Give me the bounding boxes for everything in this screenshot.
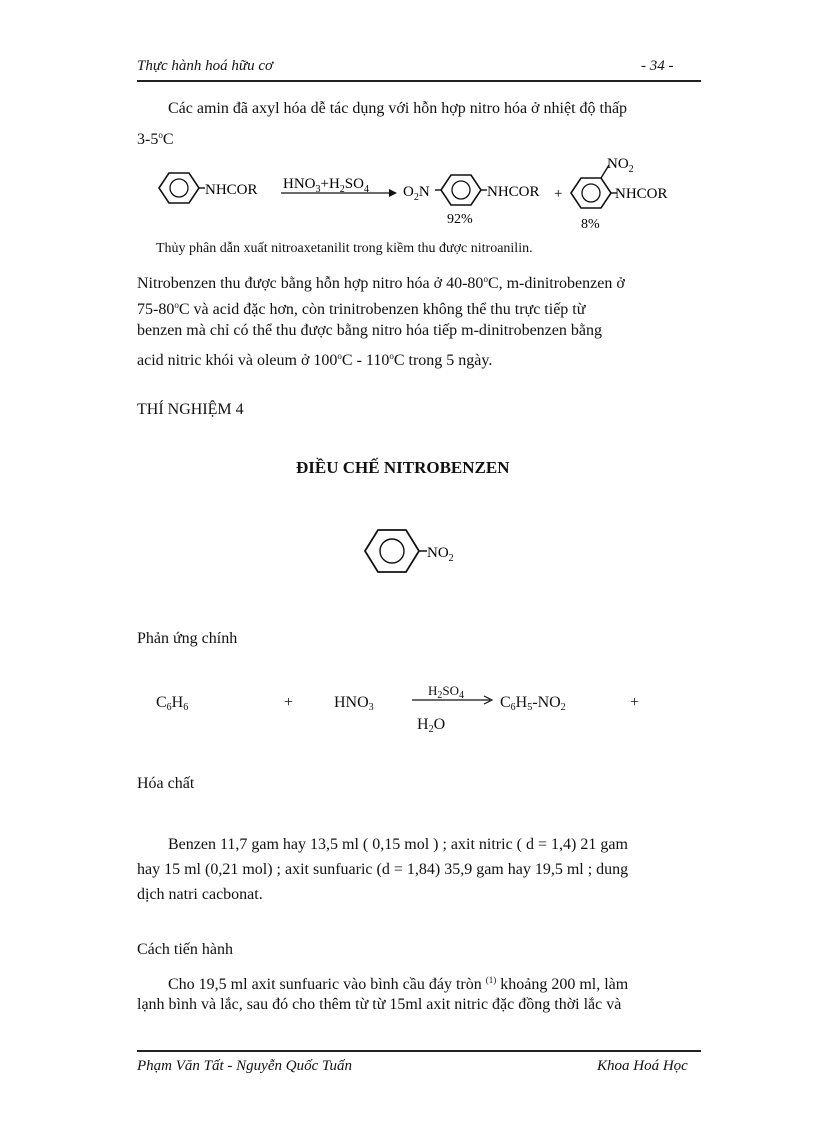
plus-sign-2: + (630, 694, 640, 711)
main-reaction-arrow (412, 695, 496, 705)
reagents: $HNO_3+H_2SO_4$ (283, 176, 369, 195)
reactant-benzene: $C_6H_6$ (156, 694, 189, 713)
reactant-group: NHCOR (205, 182, 258, 198)
procedure-heading: Cách tiến hành (137, 941, 233, 958)
procedure-line2: lạnh bình và lắc, sau đó cho thêm từ từ 15ml axit nitric đặc đồng thời lắc và (137, 996, 622, 1013)
plus-sign-1: + (284, 694, 294, 711)
nitrobenzene-structure (355, 515, 485, 585)
footer-department: Khoa Hoá Học (597, 1058, 688, 1074)
footer-authors: Phạm Văn Tất - Nguyễn Quốc Tuấn (137, 1058, 352, 1074)
footer-rule (137, 1050, 701, 1052)
intro-degree-sup: o (158, 130, 163, 140)
product-nitrobenzene: $C_6H_5-NO_2$ (500, 694, 566, 713)
reactant-nitric-acid: $HNO_3$ (334, 694, 374, 713)
intro-temp-line (137, 122, 174, 153)
header-rule (137, 80, 701, 82)
para2-line1: Nitrobenzen thu được bằng hỗn hợp nitro hóa ở 40-80$^o$C, m-dinitrobenzen ở (137, 274, 625, 292)
page-number: - 34 - (641, 58, 674, 74)
nitro-group: $NO_2$ (427, 545, 454, 564)
intro-temp-value: 3-5 (137, 131, 159, 148)
reactant-benzene-ring (159, 173, 205, 203)
chemicals-heading: Hóa chất (137, 775, 195, 792)
intro-text (168, 96, 698, 122)
header-title: Thực hành hoá hữu cơ (137, 58, 274, 74)
p2-yield: 8% (581, 217, 600, 232)
p1-group: NHCOR (487, 184, 540, 200)
hydrolysis-note: Thủy phân dẫn xuất nitroaxetanilit trong kiềm thu được nitroanilin. (156, 241, 533, 256)
catalyst-label: $H_2SO_4$ (428, 683, 465, 701)
section-title: ĐIỀU CHẾ NITROBENZEN (296, 458, 510, 477)
p2-nitro: $NO_2$ (607, 156, 634, 175)
p2-group: NHCOR (615, 186, 668, 202)
chemicals-line3: dịch natri cacbonat. (137, 886, 263, 903)
scheme-plus: + (554, 186, 563, 202)
chemicals-line1: Benzen 11,7 gam hay 13,5 ml ( 0,15 mol ) ; axit nitric ( d = 1,4) 21 gam (168, 836, 628, 853)
byproduct-water: $H_2O$ (417, 716, 446, 735)
p1-yield: 92% (447, 212, 473, 227)
experiment-label: THÍ NGHIỆM 4 (137, 401, 244, 418)
intro-unit: C (162, 131, 174, 148)
intro-sentence: Các amin đã axyl hóa dễ tác dụng với hỗn hợp nitro hóa ở nhiệt độ thấp (168, 100, 628, 117)
para2-line4: acid nitric khói và oleum ở 100$^o$C - 110$^o$C trong 5 ngày. (137, 351, 493, 369)
arrow-head (389, 189, 397, 197)
p1-benzene-ring (435, 175, 487, 205)
main-reaction-heading: Phản ứng chính (137, 630, 238, 647)
procedure-line1: Cho 19,5 ml axit sunfuaric vào bình cầu đáy tròn $^{(1)}$ khoảng 200 ml, làm (168, 975, 629, 993)
p1-nitro-prefix: $O_2N$ (403, 184, 430, 203)
para2-line3: benzen mà chỉ có thể thu được bằng nitro hóa tiếp m-dinitrobenzen bằng (137, 322, 602, 339)
chemicals-line2: hay 15 ml (0,21 mol) ; axit sunfuaric (d = 1,84) 35,9 gam hay 19,5 ml ; dung (137, 861, 629, 878)
para2-line2: 75-80$^o$C và acid đặc hơn, còn trinitrobenzen không thể thu trực tiếp từ (137, 300, 586, 318)
acetanilide-nitration-scheme (137, 150, 697, 235)
